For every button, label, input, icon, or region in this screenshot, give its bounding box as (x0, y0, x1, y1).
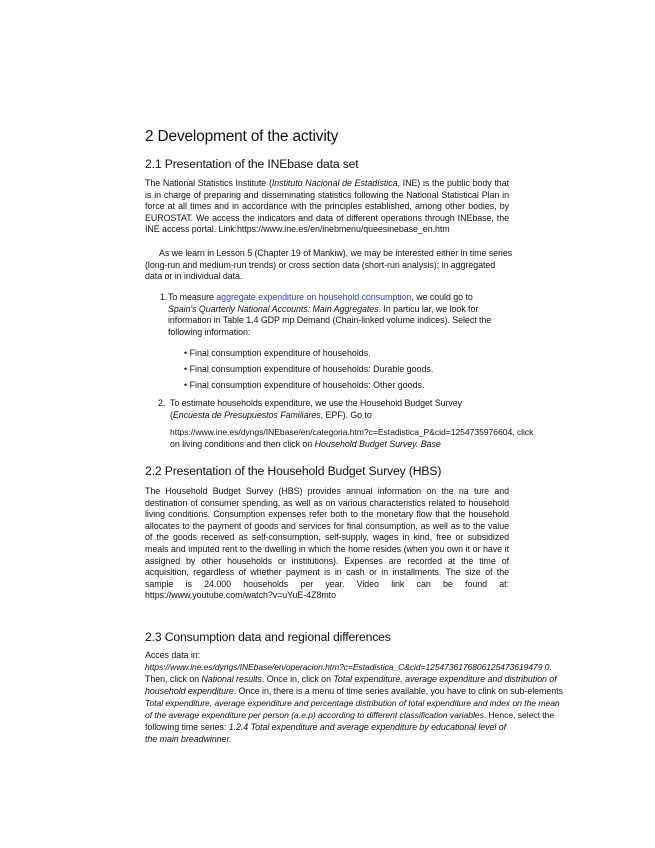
subsection-heading-2-1: 2.1 Presentation of the INEbase data set (145, 157, 359, 171)
instructions-line-3 (145, 698, 560, 710)
total-expenditure-link[interactable]: Total expenditure, average expenditure and distribution of (333, 674, 557, 684)
bullet-item: • Final consumption expenditure of households. (184, 348, 371, 358)
instructions-line-6 (145, 734, 231, 746)
item1-text-mid: , we could go to (411, 292, 473, 302)
list-item-1 (160, 292, 500, 338)
breadwinner-italic: the main breadwinner. (145, 734, 232, 744)
aggregate-expenditure-link[interactable]: aggregate expenditure on household consumption (216, 292, 412, 302)
item2-italic: Encuesta de Presupuestos Familiares (172, 409, 321, 420)
bullet-item: • Final consumption expenditure of households: Other goods. (184, 380, 425, 390)
living-conditions-text: on living conditions and then click on (170, 439, 315, 449)
instr-then-click: Then, click on (145, 674, 202, 684)
instr-following: following time series: (145, 722, 229, 732)
item2-text-post: , EPF). Go to (320, 409, 372, 420)
instructions-line-2 (145, 686, 563, 698)
list-item-2 (158, 398, 503, 421)
sub-element-italic: Total expenditure, average expenditure and percentage distribution of total expenditure and index on the mean (145, 698, 560, 708)
access-data-label: Acces data in: (145, 650, 201, 660)
living-conditions-line (170, 439, 441, 451)
instr-menu-text: . Once in, there is a menu of time series available, you have to clink on sub-elements (233, 686, 563, 696)
hbs-paragraph: The Household Budget Survey (HBS) provides annual information on the na ture and destination of consumer spending, as well as on various characteristics related to household living conditions. Consumption expenses refer both to the monetary flow that the household allocates to the payment of goods and services for final consumption, as well as to the value of the goods received as self-consumption, self-supply, wages in kind, free or subsidized meals and imputed rent to the dwelling in which the home resides (when you own it or have it assigned by other households or institutions). Expenses are recorded at the time of acquisition, regardless of whether payment is in cash or in installments. The size of the sample is 24.000 households per year. Video link can be found at: https://www.youtube.com/watch?v=uYuE-4Z8mto (145, 486, 509, 601)
household-expenditure-italic: household expenditure (145, 686, 234, 696)
hbs-base-link[interactable]: Household Budget Survey. Base (314, 439, 441, 449)
bullet-item: • Final consumption expenditure of households: Durable goods. (184, 364, 434, 374)
subsection-heading-2-3: 2.3 Consumption data and regional differences (145, 630, 391, 644)
mankiw-paragraph: As we learn in Lesson 5 (Chapter 19 of Mankiw), we may be interested either in time series (long-run and medium-run trends) or cross section data (short-run analysis); in aggregated data or in individual data. (145, 248, 513, 282)
ine-intro-text-b: , INE) is the public body that is in charge of preparing and disseminating statistics following the National Statistical Plan in force at all times and in accordance with the principles established, among other bodies, by EUROSTAT. We access the indicators and data of different operations through INEbase, the INE access portal. Link:https://www.ine.es/en/inebmenu/queesinebase_en.htm (145, 178, 509, 235)
instr-hence-select: . Hence, select the (483, 710, 555, 720)
time-series-italic: 1.2.4 Total expenditure and average expenditure by educational level of (228, 722, 507, 732)
ine-intro-text-a: The National Statistics Institute ( (145, 178, 272, 188)
hbs-category-url[interactable]: https://www.ine.es/dyngs/INEbase/en/categoria.htm?c=Estadistica_P&cid=1254735976604, click (170, 427, 534, 437)
item1-text-post: . In particu lar, we look for information in Table 1.4 GDP mp Demand (Chain-linked volume indices). Select the following information: (168, 303, 492, 337)
ine-intro-paragraph (145, 178, 509, 238)
instructions-line-4 (145, 710, 554, 722)
item1-text-pre: To measure (168, 292, 217, 302)
item1-italic: Spain's Quarterly National Accounts: Main Aggregates (168, 303, 379, 314)
list-number-1: 1. (160, 292, 168, 302)
instructions-line-5 (145, 722, 506, 734)
instructions-line-1 (145, 674, 557, 686)
instr-once-in: . Once in, click on (261, 674, 334, 684)
operation-url-text[interactable]: https://www.ine.es/dyngs/INEbase/en/operacion.htm?c=Estadistica_C&cid=1254736176806125473619479 0. (145, 662, 552, 672)
classification-italic: of the average expenditure per person (a.e.p) according to different classification variables (145, 710, 484, 720)
ine-intro-italic: Instituto Nacional de Estadística (271, 178, 398, 188)
item2-text-pre: To estimate households expenditure, we use the Household Budget Survey ( (170, 398, 463, 420)
list-number-2: 2. (158, 398, 166, 408)
section-heading: 2 Development of the activity (145, 128, 339, 145)
subsection-heading-2-2: 2.2 Presentation of the Household Budget Survey (HBS) (145, 464, 442, 478)
national-results-link[interactable]: National results (201, 674, 262, 684)
operation-url[interactable] (145, 662, 552, 674)
